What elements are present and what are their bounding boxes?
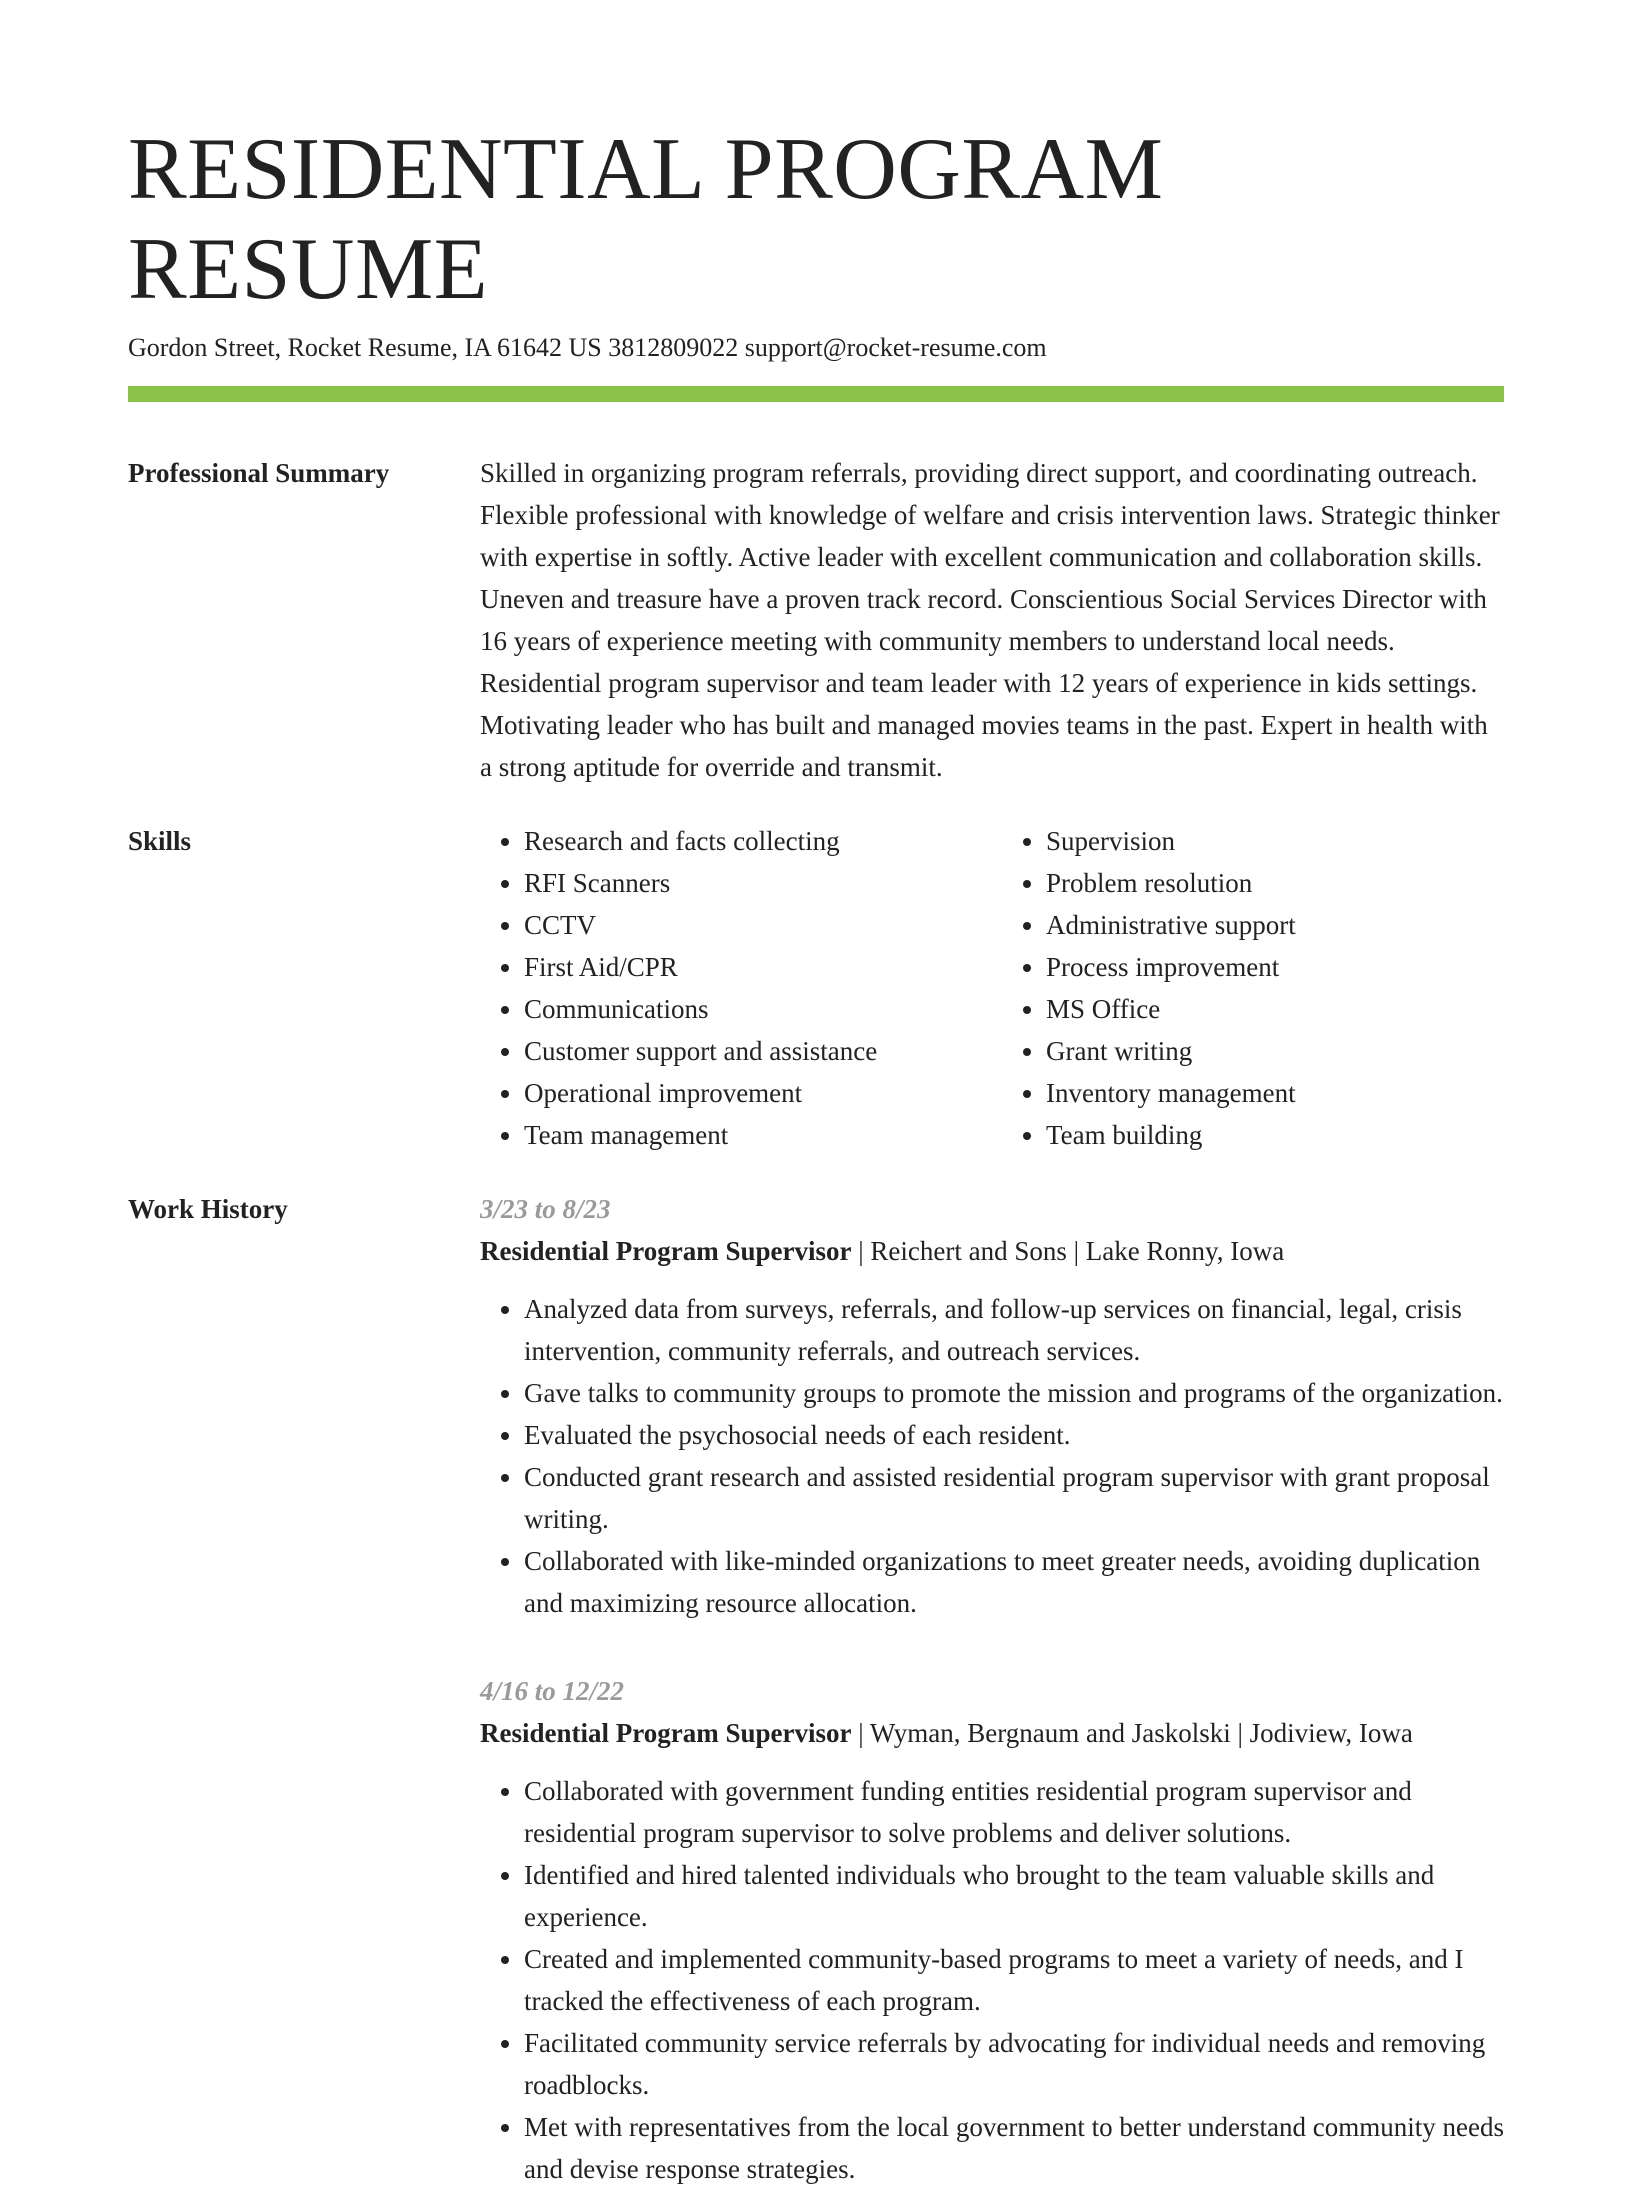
job-title-line	[480, 1230, 1504, 1272]
skill-item: • Process improvement	[1046, 946, 1504, 988]
job-bullet: • Collaborated with like-minded organizations to meet greater needs, avoiding duplication and maximizing resource allocation.	[524, 1540, 1504, 1624]
skill-item: • MS Office	[1046, 988, 1504, 1030]
skill-item: • Grant writing	[1046, 1030, 1504, 1072]
work-history-section	[128, 1188, 1504, 2190]
summary-section	[128, 452, 1504, 788]
section-heading-skills: Skills	[128, 826, 192, 856]
job-title-line	[480, 1712, 1504, 1754]
job-bullet: • Collaborated with government funding entities residential program supervisor and residential program supervisor to solve problems and deliver solutions.	[524, 1770, 1504, 1854]
contact-line	[128, 330, 1504, 366]
phone: 3812809022	[608, 333, 739, 362]
skill-item: • Problem resolution	[1046, 862, 1504, 904]
skill-item: • Research and facts collecting	[524, 820, 982, 862]
section-heading-work-history: Work History	[128, 1194, 288, 1224]
skills-section	[128, 820, 1504, 1156]
job-title: Residential Program Supervisor	[480, 1718, 852, 1748]
job-bullet: • Created and implemented community-based programs to meet a variety of needs, and I tracked the effectiveness of each program.	[524, 1938, 1504, 2022]
job-bullet: • Analyzed data from surveys, referrals, and follow-up services on financial, legal, crisis intervention, community referrals, and outreach services.	[524, 1288, 1504, 1372]
skills-body	[480, 820, 1504, 1156]
job-bullet: • Identified and hired talented individuals who brought to the team valuable skills and experience.	[524, 1854, 1504, 1938]
job-title: Residential Program Supervisor	[480, 1236, 852, 1266]
skill-item: • Communications	[524, 988, 982, 1030]
job-employer-location: | Wyman, Bergnaum and Jaskolski | Jodiview, Iowa	[851, 1718, 1413, 1748]
resume-title: RESIDENTIAL PROGRAM RESUME	[128, 121, 1164, 318]
section-heading-summary: Professional Summary	[128, 458, 390, 488]
skill-item: • RFI Scanners	[524, 862, 982, 904]
skill-item: • Administrative support	[1046, 904, 1504, 946]
job-bullets	[480, 1770, 1504, 2190]
job-bullets	[480, 1288, 1504, 1624]
summary-body	[480, 452, 1504, 788]
resume-page	[128, 120, 1504, 2190]
job-dates: 3/23 to 8/23	[480, 1194, 611, 1224]
job-bullet: • Evaluated the psychosocial needs of each resident.	[524, 1414, 1504, 1456]
skill-item: • Team building	[1046, 1114, 1504, 1156]
job-entry	[480, 1670, 1504, 2190]
skill-item: • Supervision	[1046, 820, 1504, 862]
job-bullet: • Gave talks to community groups to promote the mission and programs of the organization.	[524, 1372, 1504, 1414]
job-employer-location: | Reichert and Sons | Lake Ronny, Iowa	[851, 1236, 1285, 1266]
address: Gordon Street, Rocket Resume, IA 61642 US	[128, 333, 602, 362]
skill-item: • Team management	[524, 1114, 982, 1156]
skills-list-right	[1002, 820, 1504, 1156]
job-dates: 4/16 to 12/22	[480, 1676, 625, 1706]
skill-item: • First Aid/CPR	[524, 946, 982, 988]
accent-divider	[128, 386, 1504, 402]
work-history-body	[480, 1188, 1504, 2190]
skill-item: • CCTV	[524, 904, 982, 946]
job-bullet: • Conducted grant research and assisted residential program supervisor with grant proposal writing.	[524, 1456, 1504, 1540]
skill-item: • Customer support and assistance	[524, 1030, 982, 1072]
skill-item: • Operational improvement	[524, 1072, 982, 1114]
skill-item: • Inventory management	[1046, 1072, 1504, 1114]
job-entry	[480, 1188, 1504, 1624]
skills-list-left	[480, 820, 982, 1156]
job-bullet: • Facilitated community service referrals by advocating for individual needs and removing roadblocks.	[524, 2022, 1504, 2106]
summary-text: Skilled in organizing program referrals, providing direct support, and coordinating outreach. Flexible professional with knowledge of welfare and crisis intervention laws. Strategic thinker with expertise in softly. Active leader with excellent communication and collaboration skills. Uneven and treasure have a proven track record. Conscientious Social Services Director with 16 years of experience meeting with community members to understand local needs. Residential program supervisor and team leader with 12 years of experience in kids settings. Motivating leader who has built and managed movies teams in the past. Expert in health with a strong aptitude for override and transmit.	[480, 458, 1500, 782]
job-bullet: • Met with representatives from the local government to better understand community needs and devise response strategies.	[524, 2106, 1504, 2190]
email: support@rocket-resume.com	[744, 333, 1047, 362]
